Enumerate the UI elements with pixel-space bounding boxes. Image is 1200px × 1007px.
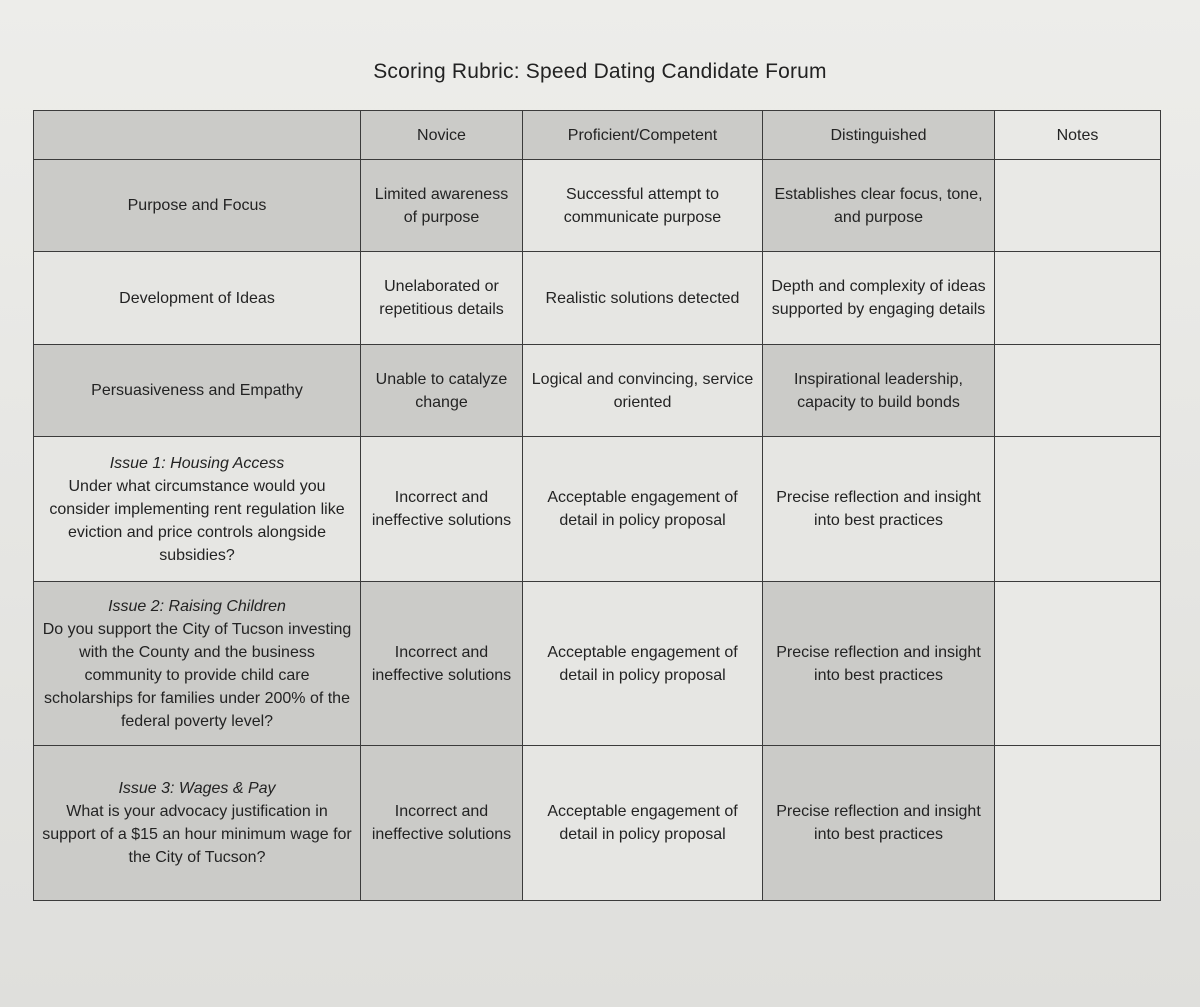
header-notes: Notes [995, 111, 1161, 160]
notes-cell[interactable] [995, 582, 1161, 746]
criterion-cell: Development of Ideas [34, 252, 361, 345]
table-row [34, 582, 1161, 746]
header-criteria [34, 111, 361, 160]
notes-cell[interactable] [995, 252, 1161, 345]
issue-title: Issue 3: Wages & Pay [118, 780, 276, 797]
issue-question: What is your advocacy justification in support of a $15 an hour minimum wage for the City of Tucson? [42, 803, 352, 866]
novice-cell: Unelaborated or repetitious details [361, 252, 523, 345]
notes-cell[interactable] [995, 345, 1161, 437]
distinguished-cell: Precise reflection and insight into best practices [763, 437, 995, 582]
novice-cell: Incorrect and ineffective solutions [361, 437, 523, 582]
novice-cell: Incorrect and ineffective solutions [361, 582, 523, 746]
proficient-cell: Realistic solutions detected [523, 252, 763, 345]
header-row [34, 111, 1161, 160]
criterion-cell [34, 437, 361, 582]
proficient-cell: Logical and convincing, service oriented [523, 345, 763, 437]
criterion-cell: Persuasiveness and Empathy [34, 345, 361, 437]
header-proficient: Proficient/Competent [523, 111, 763, 160]
novice-cell: Incorrect and ineffective solutions [361, 746, 523, 901]
distinguished-cell: Inspirational leadership, capacity to build bonds [763, 345, 995, 437]
table-row [34, 252, 1161, 345]
proficient-cell: Successful attempt to communicate purpose [523, 160, 763, 252]
issue-question: Under what circumstance would you consider implementing rent regulation like eviction and price controls alongside subsidies? [49, 477, 345, 564]
header-distinguished: Distinguished [763, 111, 995, 160]
rubric-table [33, 110, 1161, 901]
notes-cell[interactable] [995, 746, 1161, 901]
criterion-cell [34, 746, 361, 901]
distinguished-cell: Precise reflection and insight into best practices [763, 746, 995, 901]
distinguished-cell: Establishes clear focus, tone, and purpose [763, 160, 995, 252]
distinguished-cell: Depth and complexity of ideas supported by engaging details [763, 252, 995, 345]
distinguished-cell: Precise reflection and insight into best practices [763, 582, 995, 746]
issue-title: Issue 1: Housing Access [109, 454, 285, 472]
notes-cell[interactable] [995, 437, 1161, 582]
novice-cell: Limited awareness of purpose [361, 160, 523, 252]
header-novice: Novice [361, 111, 523, 160]
novice-cell: Unable to catalyze change [361, 345, 523, 437]
criterion-cell: Purpose and Focus [34, 160, 361, 252]
proficient-cell: Acceptable engagement of detail in policy proposal [523, 437, 763, 582]
table-row [34, 345, 1161, 437]
issue-title: Issue 2: Raising Children [108, 597, 286, 615]
table-row [34, 437, 1161, 582]
proficient-cell: Acceptable engagement of detail in policy proposal [523, 582, 763, 746]
table-row [34, 160, 1161, 252]
table-row [34, 746, 1161, 901]
notes-cell[interactable] [995, 160, 1161, 252]
criterion-cell [34, 582, 361, 746]
page-title: Scoring Rubric: Speed Dating Candidate Forum [373, 60, 827, 83]
issue-question: Do you support the City of Tucson investing with the County and the business community to provide child care scholarships for families under 200% of the federal poverty level? [42, 620, 352, 730]
proficient-cell: Acceptable engagement of detail in policy proposal [523, 746, 763, 901]
